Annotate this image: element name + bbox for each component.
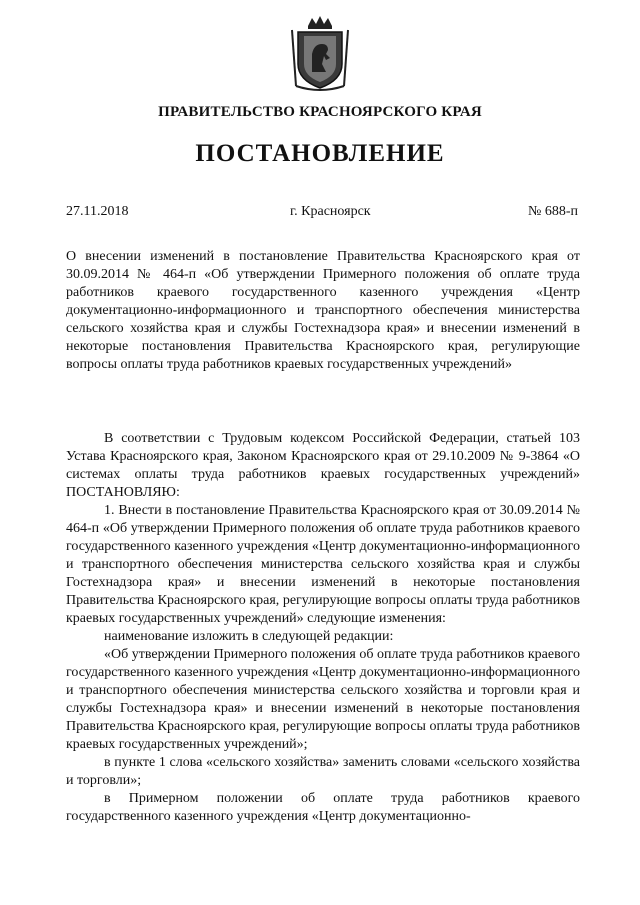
document-number: № 688-п xyxy=(527,204,578,219)
krasnoyarsk-coat-of-arms-icon xyxy=(288,14,352,94)
body-paragraph: 1. Внести в постановление Правительства Красноярского края от 30.09.2014 № 464-п «Об утверждении Примерного положения об оплате труда работников краевого государственного казенного учреждения «Центр документационно-информационного и транспортного обеспечения министерства сельского хозяйства края и службы Гостехнадзора края» и внесении изменений в некоторые постановления Правительства Красноярского края, регулирующие вопросы оплаты труда работников краевых государственных учреждений» следующие изменения: xyxy=(66,503,580,626)
document-title: О внесении изменений в постановление Правительства Красноярского края от 30.09.2014 № 464-п «Об утверждении Примерного положения об оплате труда работников краевого государственного казенного учреждения «Центр документационно-информационного и транспортного обеспечения министерства сельского хозяйства края и службы Гостехнадзора края» и внесении изменений в некоторые постановления Правительства Красноярского края, регулирующие вопросы оплаты труда работников краевых государственных учреждений» xyxy=(66,249,580,372)
document-body xyxy=(66,430,580,826)
document-date: 27.11.2018 xyxy=(66,204,129,219)
body-paragraph: «Об утверждении Примерного положения об оплате труда работников краевого государственного казенного учреждения «Центр документационно-информационного и транспортного обеспечения министерства сельского хозяйства и торговли края и службы Гостехнадзора края» и внесении изменений в некоторые постановления Правительства Красноярского края, регулирующие вопросы оплаты труда работников краевых государственных учреждений»; xyxy=(66,647,580,752)
body-paragraph: в Примерном положении об оплате труда работников краевого государственного казенного учреждения «Центр документационно- xyxy=(66,791,580,824)
document-type-heading: ПОСТАНОВЛЕНИЕ xyxy=(195,140,445,167)
body-paragraph: в пункте 1 слова «сельского хозяйства» заменить словами «сельского хозяйства и торговли»; xyxy=(66,755,580,788)
body-paragraph: В соответствии с Трудовым кодексом Российской Федерации, статьей 103 Устава Красноярского края, Законом Красноярского края от 29.10.2009 № 9-3864 «О системах оплаты труда работников краевых государственных учреждений» ПОСТАНОВЛЯЮ: xyxy=(66,431,580,500)
document-city: г. Красноярск xyxy=(290,204,371,219)
body-paragraph: наименование изложить в следующей редакции: xyxy=(104,629,394,644)
issuing-authority: ПРАВИТЕЛЬСТВО КРАСНОЯРСКОГО КРАЯ xyxy=(158,104,482,120)
